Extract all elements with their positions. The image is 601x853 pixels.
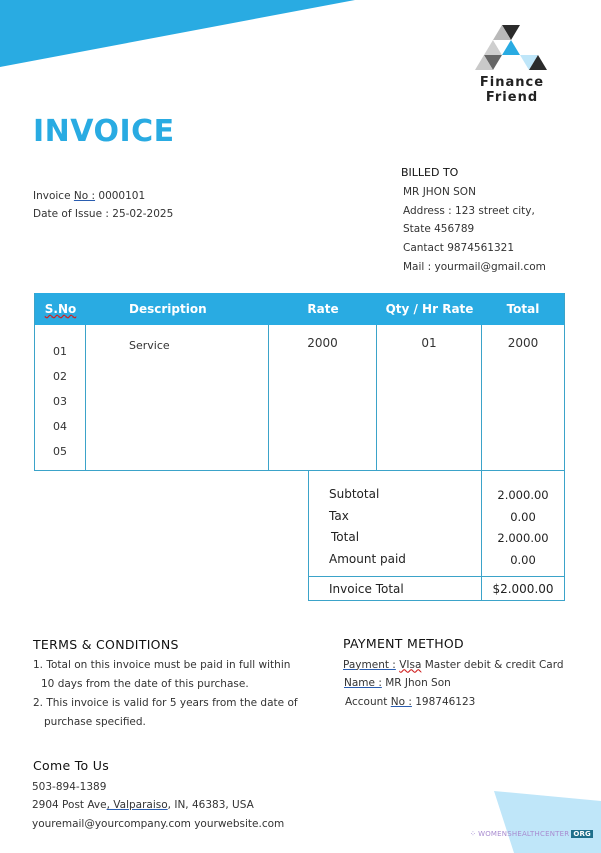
header-total: Total	[506, 302, 540, 316]
terms-block	[33, 635, 323, 732]
invoice-meta	[33, 187, 173, 223]
total-cell: 2000	[507, 336, 539, 350]
payment-account-label: No :	[390, 695, 412, 708]
sno-column	[35, 325, 86, 470]
watermark-badge: ORG	[573, 830, 591, 838]
billed-to-address-line1: Address : 123 street city,	[403, 204, 535, 217]
amount-paid-value: 0.00	[510, 552, 536, 567]
header-description: Description	[129, 302, 207, 316]
dots-icon: ⁘	[470, 830, 477, 838]
contact-phone: 503-894-1389	[32, 780, 107, 793]
watermark	[470, 830, 593, 838]
contact-address-street: 2904 Post Ave	[32, 799, 107, 811]
invoice-number-label: Invoice	[33, 190, 74, 202]
contact-block	[32, 757, 284, 833]
payment-label: Payment :	[343, 658, 396, 671]
brand-name: Finance Friend	[479, 75, 545, 105]
invoice-total-value: $2.000.00	[492, 581, 554, 596]
items-table	[34, 293, 565, 471]
payment-block	[343, 635, 564, 711]
terms-item-2-line-2: purchase specified.	[44, 716, 146, 728]
subtotal-value: 2.000.00	[497, 488, 549, 502]
payment-name-value: MR Jhon Son	[381, 677, 451, 689]
billed-to-address-line2: State 456789	[403, 223, 475, 236]
total-label: Total	[331, 530, 360, 544]
billed-to-block	[401, 164, 546, 277]
invoice-number-value: 0000101	[95, 190, 146, 202]
contact-address-rest: , IN, 46383, USA	[167, 799, 254, 811]
sno-cell: 01	[53, 345, 67, 358]
tax-value: 0.00	[510, 509, 536, 524]
payment-value: Master debit & credit Card	[421, 658, 564, 671]
terms-heading: TERMS & CONDITIONS	[33, 637, 179, 652]
table-header	[35, 293, 564, 325]
table-body	[35, 325, 564, 470]
date-of-issue: Date of Issue : 25-02-2025	[33, 208, 174, 220]
payment-account-value: 198746123	[411, 695, 476, 708]
payment-name-line	[343, 674, 564, 693]
qty-cell: 01	[377, 325, 482, 470]
terms-item-1-line-1: 1. Total on this invoice must be paid in full within	[33, 659, 291, 671]
contact-web: youremail@yourcompany.com yourwebsite.com	[32, 817, 285, 830]
summary-body	[309, 470, 564, 577]
invoice-total-row	[309, 577, 564, 600]
terms-item-2-line-1: 2. This invoice is valid for 5 years from the date of	[33, 697, 298, 709]
bottom-accent-band	[470, 780, 601, 853]
sno-cell: 04	[53, 420, 67, 433]
payment-account-prefix: Account	[345, 695, 391, 708]
payment-account-line	[343, 693, 564, 712]
payment-visa: VIsa	[399, 658, 422, 671]
invoice-number	[33, 187, 173, 205]
sno-cell: 02	[53, 370, 67, 383]
summary-values	[482, 470, 564, 576]
summary-box	[308, 470, 565, 601]
description-cell: Service	[86, 325, 269, 470]
subtotal-label: Subtotal	[329, 487, 380, 501]
rate-cell: 2000	[269, 325, 377, 470]
header-qty: Qty / Hr Rate	[385, 302, 474, 316]
sno-cell: 05	[53, 445, 67, 458]
summary-labels	[309, 470, 482, 576]
triangle-mosaic-logo-icon	[468, 22, 556, 72]
billed-to-name: MR JHON SON	[403, 185, 476, 198]
contact-address-city: , Valparaiso	[106, 799, 168, 811]
total-value: 2.000.00	[497, 531, 549, 545]
watermark-text: WOMENSHEALTHCENTER	[478, 830, 570, 838]
billed-to-mail: Mail : yourmail@gmail.com	[403, 260, 546, 273]
payment-heading: PAYMENT METHOD	[343, 636, 464, 651]
sno-cell: 03	[53, 395, 67, 408]
contact-address	[32, 796, 284, 815]
header-sno: S.No	[44, 302, 77, 316]
contact-heading: Come To Us	[33, 758, 110, 773]
payment-line	[343, 656, 564, 675]
billed-to-contact: Cantact 9874561321	[403, 242, 515, 255]
invoice-total-label: Invoice Total	[309, 577, 482, 600]
terms-item-1-line-2: 10 days from the date of this purchase.	[41, 678, 249, 690]
invoice-number-no-label: No :	[73, 190, 96, 202]
tax-label: Tax	[329, 508, 349, 523]
amount-paid-label: Amount paid	[329, 551, 406, 566]
header-rate: Rate	[307, 302, 339, 316]
payment-name-label: Name :	[344, 677, 382, 689]
billed-to-heading: BILLED TO	[401, 166, 459, 179]
invoice-title: INVOICE	[33, 114, 175, 149]
